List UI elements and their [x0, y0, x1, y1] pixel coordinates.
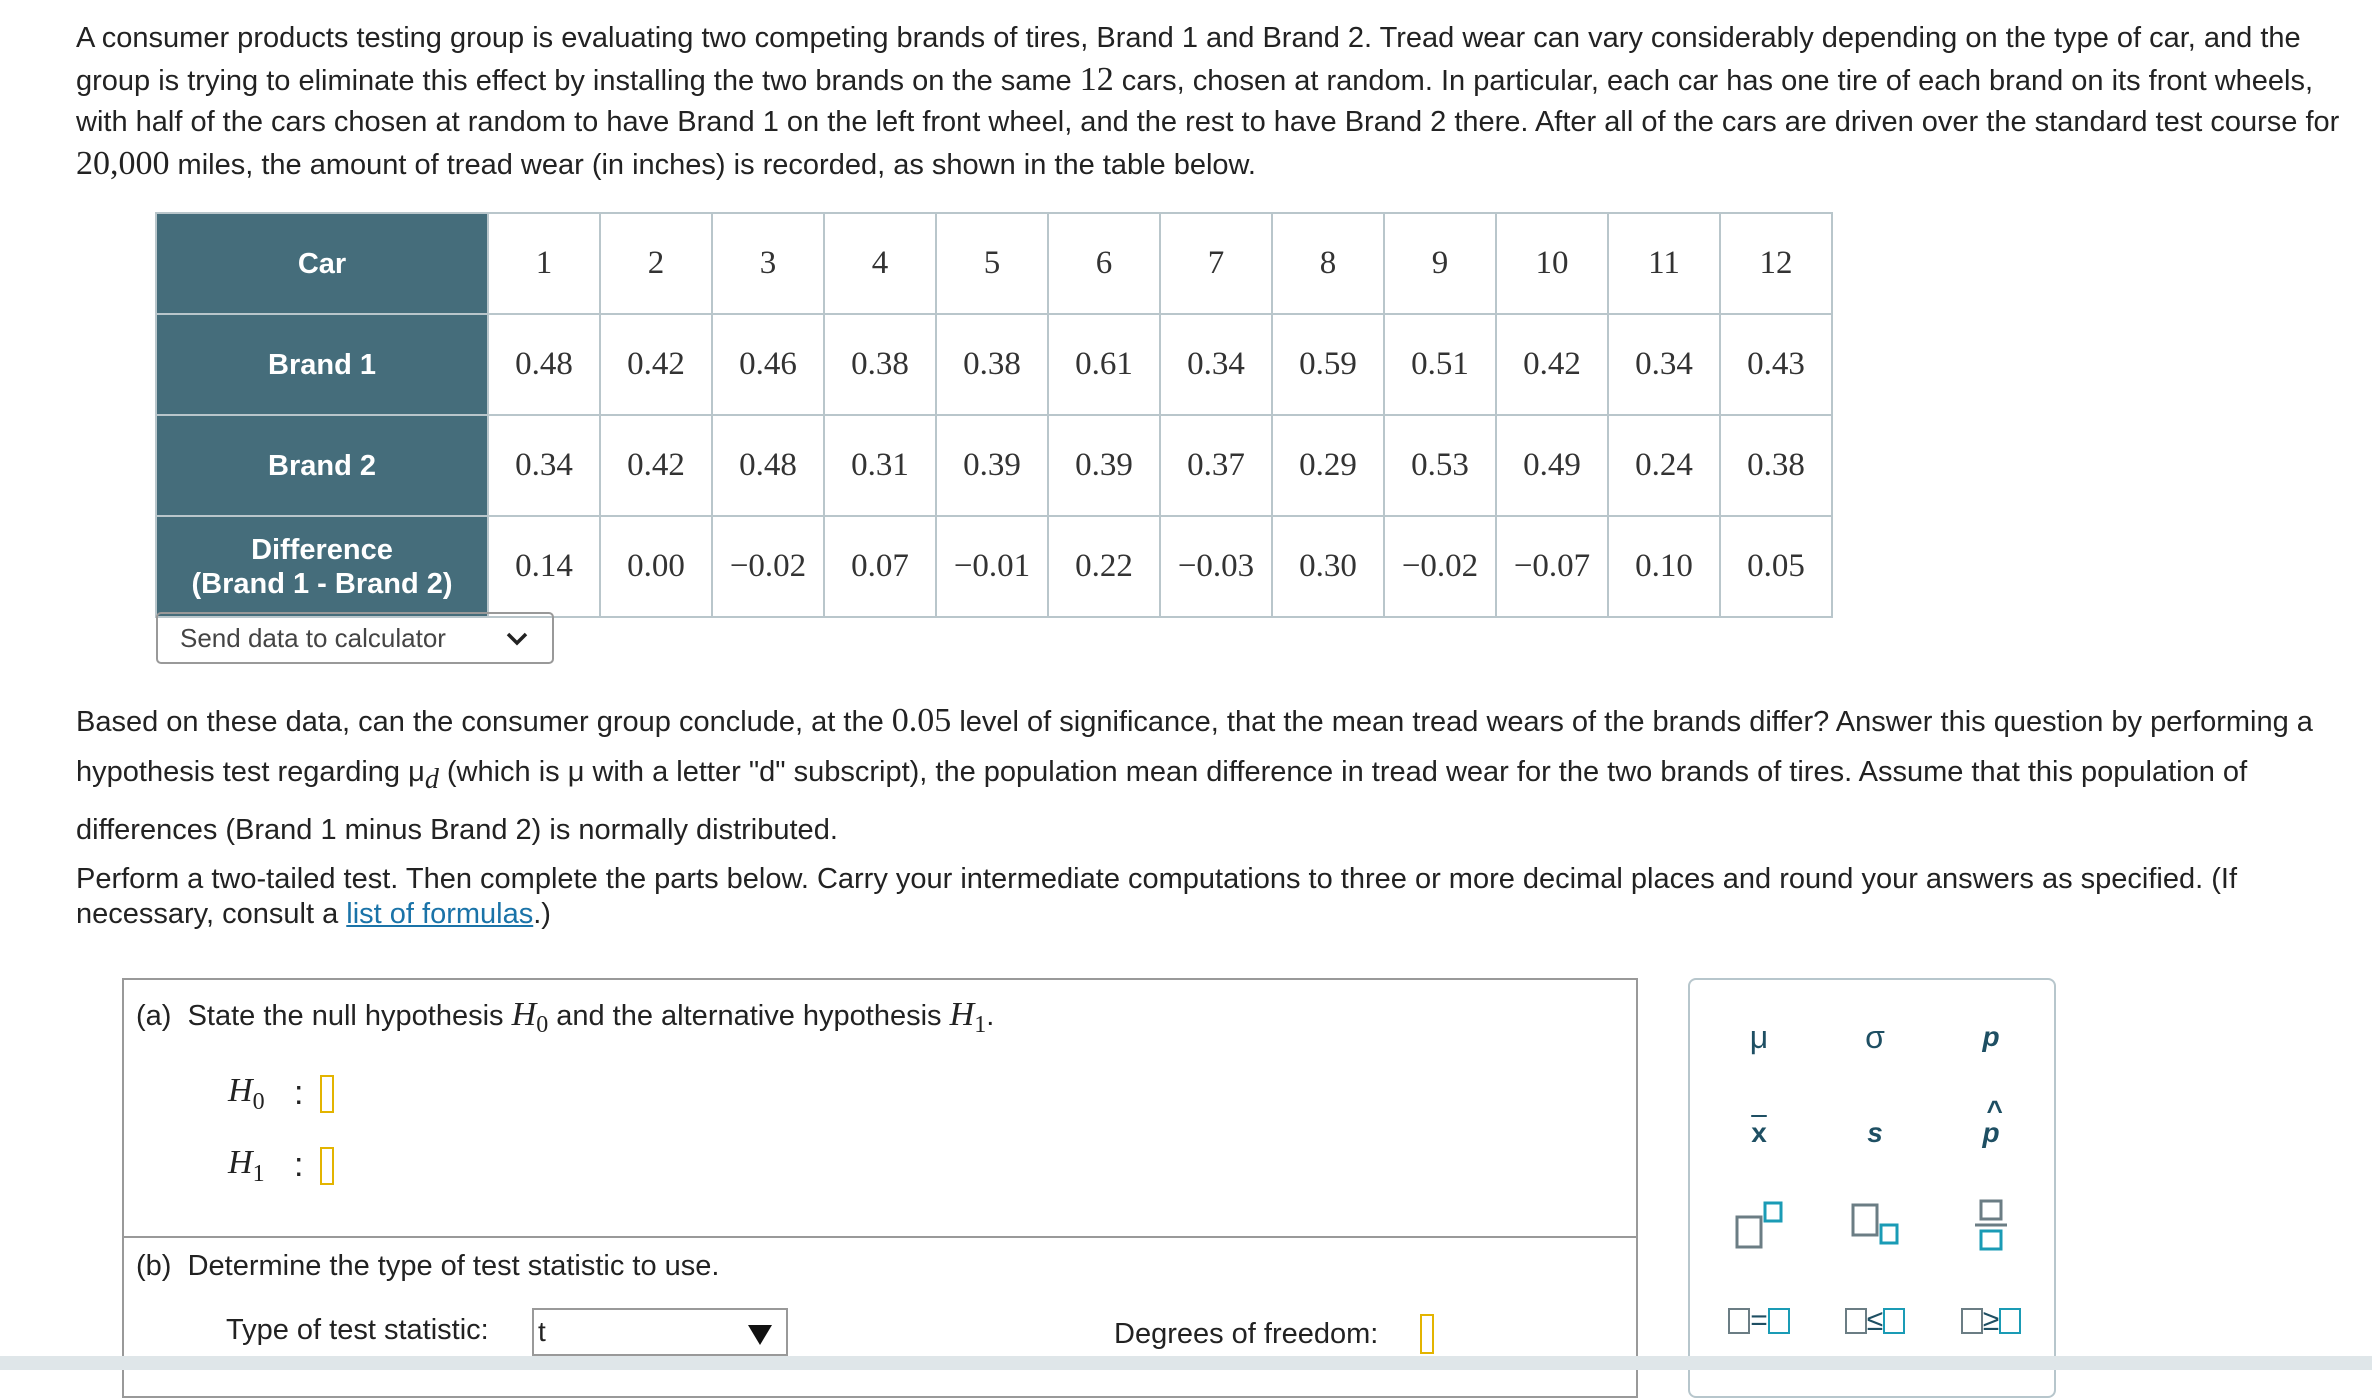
part-b-label: (b) — [136, 1250, 172, 1282]
intro-text-1: A consumer products testing group is evaluating two competing brands of tires, Brand 1 and Brand 2. Tread wear can vary considerably depending on the type of car, and the group is trying to eliminate this effect by installing the two brands on the same — [76, 22, 2301, 97]
test-statistic-select[interactable] — [532, 1308, 788, 1356]
h0-letter: H — [228, 1072, 253, 1109]
xbar-symbol: $\overline{x}$ — [1751, 1117, 1767, 1148]
sigma-symbol: σ — [1865, 1018, 1885, 1055]
table-cell-brand1-9: 0.51 — [1384, 314, 1496, 415]
table-cell-brand1-10: 0.42 — [1496, 314, 1608, 415]
table-cell-difference-1: 0.14 — [488, 516, 600, 617]
part-b-text: Determine the type of test statistic to use. — [187, 1250, 720, 1282]
table-cell-brand2-9: 0.53 — [1384, 415, 1496, 516]
table-cell-brand2-12: 0.38 — [1720, 415, 1832, 516]
h0-subscript: 0 — [252, 1088, 265, 1115]
greater-equal-button[interactable] — [1936, 1286, 2046, 1356]
phat-symbol: ^ p — [1982, 1095, 2003, 1148]
table-row-brand1 — [156, 314, 1832, 415]
bottom-scroll-bar — [0, 1356, 2372, 1370]
part-a-section — [124, 980, 1636, 1238]
table-cell-brand2-7: 0.37 — [1160, 415, 1272, 516]
table-cell-brand2-5: 0.39 — [936, 415, 1048, 516]
list-of-formulas-link[interactable]: list of formulas — [346, 898, 534, 930]
h1-letter: H — [228, 1144, 253, 1181]
chevron-down-icon — [504, 626, 530, 659]
table-cell-difference-8: 0.30 — [1272, 516, 1384, 617]
table-cell-brand2-8: 0.29 — [1272, 415, 1384, 516]
intro-num-cars: 12 — [1079, 61, 1114, 98]
header-brand1: Brand 1 — [156, 314, 488, 415]
table-cell-cars-9: 9 — [1384, 213, 1496, 314]
h1-label — [228, 1144, 294, 1188]
p-button[interactable] — [1936, 1002, 2046, 1072]
table-cell-brand2-6: 0.39 — [1048, 415, 1160, 516]
table-row-difference — [156, 516, 1832, 617]
part-b-section — [124, 1238, 1636, 1398]
table-cell-brand1-1: 0.48 — [488, 314, 600, 415]
table-cell-brand2-11: 0.24 — [1608, 415, 1720, 516]
part-b-title — [136, 1250, 720, 1283]
subscript-button[interactable] — [1820, 1190, 1930, 1260]
less-equal-button[interactable] — [1820, 1286, 1930, 1356]
table-row-car — [156, 213, 1832, 314]
table-cell-difference-10: −0.07 — [1496, 516, 1608, 617]
table-cell-difference-2: 0.00 — [600, 516, 712, 617]
question-text — [76, 696, 2356, 855]
superscript-button[interactable] — [1704, 1190, 1814, 1260]
table-cell-difference-12: 0.05 — [1720, 516, 1832, 617]
alt-hypothesis-row — [228, 1144, 334, 1188]
question-text-1: Based on these data, can the consumer group conclude, at the — [76, 706, 892, 738]
table-cell-difference-5: −0.01 — [936, 516, 1048, 617]
null-hypothesis-row — [228, 1072, 334, 1116]
mu-button[interactable] — [1704, 1002, 1814, 1072]
table-cell-brand2-4: 0.31 — [824, 415, 936, 516]
question-text-2: level of significance, that the mean tread wears of the brands differ? Answer this question by performing a hypothesis test regarding — [76, 706, 2313, 788]
header-difference-line2: (Brand 1 - Brand 2) — [191, 567, 453, 600]
table-cell-cars-3: 3 — [712, 213, 824, 314]
intro-miles: 20,000 — [76, 145, 170, 182]
table-cell-cars-12: 12 — [1720, 213, 1832, 314]
table-cell-brand1-6: 0.61 — [1048, 314, 1160, 415]
instructions-text-1: Perform a two-tailed test. Then complete the parts below. Carry your intermediate computations to three or more decimal places and round your answers as specified. (If necessary, consult a — [76, 863, 2237, 930]
phat-button[interactable] — [1936, 1095, 2046, 1168]
part-a-h1: H — [949, 996, 975, 1033]
table-cell-brand2-10: 0.49 — [1496, 415, 1608, 516]
question-text-3: (which is μ with a letter "d" subscript), the population mean difference in tread wear for the two brands of tires. Assume that this population of differences (Brand 1 minus Brand 2) is normally distributed. — [76, 756, 2248, 846]
degrees-of-freedom-input[interactable] — [1420, 1314, 1434, 1354]
table-cell-brand1-4: 0.38 — [824, 314, 936, 415]
table-cell-brand1-7: 0.34 — [1160, 314, 1272, 415]
question-mu: μ — [408, 756, 425, 788]
table-cell-difference-6: 0.22 — [1048, 516, 1160, 617]
symbol-palette — [1688, 978, 2056, 1398]
part-a-label: (a) — [136, 1000, 172, 1032]
h0-label — [228, 1072, 294, 1116]
table-cell-difference-7: −0.03 — [1160, 516, 1272, 617]
answer-parts-box — [122, 978, 1638, 1398]
part-a-title — [136, 996, 994, 1039]
equals-symbol: = — [1750, 1304, 1768, 1337]
table-cell-cars-5: 5 — [936, 213, 1048, 314]
phat-letter: p — [1982, 1117, 2000, 1148]
table-cell-cars-6: 6 — [1048, 213, 1160, 314]
table-cell-brand2-2: 0.42 — [600, 415, 712, 516]
table-cell-cars-7: 7 — [1160, 213, 1272, 314]
fraction-icon — [1961, 1195, 2021, 1255]
question-mu-sub: d — [424, 763, 439, 795]
question-alpha: 0.05 — [891, 702, 952, 739]
s-button[interactable] — [1820, 1098, 1930, 1168]
test-statistic-value: t — [538, 1316, 546, 1347]
instructions-text-2: .) — [533, 898, 551, 930]
h1-subscript: 1 — [252, 1160, 265, 1187]
table-cell-difference-11: 0.10 — [1608, 516, 1720, 617]
degrees-of-freedom-label: Degrees of freedom: — [1114, 1318, 1379, 1350]
dropdown-arrow-icon — [746, 1322, 774, 1354]
part-a-h0-sub: 0 — [536, 1011, 549, 1038]
table-cell-brand1-3: 0.46 — [712, 314, 824, 415]
null-hypothesis-input[interactable] — [320, 1075, 334, 1113]
instructions-text — [76, 862, 2356, 932]
s-symbol: s — [1867, 1117, 1883, 1148]
table-cell-cars-8: 8 — [1272, 213, 1384, 314]
table-cell-brand1-2: 0.42 — [600, 314, 712, 415]
header-brand2: Brand 2 — [156, 415, 488, 516]
table-cell-difference-3: −0.02 — [712, 516, 824, 617]
part-a-h1-sub: 1 — [974, 1011, 987, 1038]
mu-symbol: μ — [1749, 1018, 1769, 1055]
table-cell-cars-4: 4 — [824, 213, 936, 314]
table-cell-brand2-3: 0.48 — [712, 415, 824, 516]
superscript-icon — [1729, 1195, 1789, 1255]
xbar-button[interactable] — [1704, 1098, 1814, 1168]
table-row-brand2 — [156, 415, 1832, 516]
table-cell-cars-2: 2 — [600, 213, 712, 314]
part-a-h0: H — [511, 996, 537, 1033]
send-to-calculator-select[interactable] — [156, 612, 554, 664]
h0-colon: : — [294, 1074, 304, 1113]
part-a-text-3: . — [986, 1000, 995, 1032]
fraction-button[interactable] — [1936, 1190, 2046, 1260]
send-to-calculator-label: Send data to calculator — [180, 622, 446, 653]
table-cell-cars-1: 1 — [488, 213, 600, 314]
table-cell-difference-4: 0.07 — [824, 516, 936, 617]
sigma-button[interactable] — [1820, 1002, 1930, 1072]
table-cell-difference-9: −0.02 — [1384, 516, 1496, 617]
p-symbol: p — [1982, 1021, 2000, 1052]
intro-text-3: miles, the amount of tread wear (in inches) is recorded, as shown in the table below. — [169, 149, 1256, 181]
intro-text-2: cars, chosen at random. In particular, each car has one tire of each brand on its front wheels, with half of the cars chosen at random to have Brand 1 on the left front wheel, and the rest to have Brand 2 there. After all of the cars are driven over the standard test course for — [76, 65, 2340, 138]
table-cell-brand1-11: 0.34 — [1608, 314, 1720, 415]
h1-colon: : — [294, 1146, 304, 1185]
table-cell-cars-11: 11 — [1608, 213, 1720, 314]
table-cell-brand1-8: 0.59 — [1272, 314, 1384, 415]
type-of-test-statistic-label: Type of test statistic: — [226, 1314, 489, 1346]
table-cell-brand1-5: 0.38 — [936, 314, 1048, 415]
header-difference — [156, 516, 488, 617]
equals-button[interactable] — [1704, 1286, 1814, 1356]
less-equal-symbol: ≤ — [1866, 1304, 1884, 1337]
header-difference-line1: Difference — [251, 533, 393, 566]
table-cell-brand2-1: 0.34 — [488, 415, 600, 516]
table-cell-cars-10: 10 — [1496, 213, 1608, 314]
alt-hypothesis-input[interactable] — [320, 1147, 334, 1185]
subscript-icon — [1845, 1195, 1905, 1255]
problem-intro — [76, 18, 2356, 186]
part-a-text-2: and the alternative hypothesis — [548, 1000, 950, 1032]
greater-equal-symbol: ≥ — [1982, 1304, 2000, 1337]
part-a-text-1: State the null hypothesis — [187, 1000, 512, 1032]
table-cell-brand1-12: 0.43 — [1720, 314, 1832, 415]
tread-wear-table — [155, 212, 1833, 618]
header-car: Car — [156, 213, 488, 314]
